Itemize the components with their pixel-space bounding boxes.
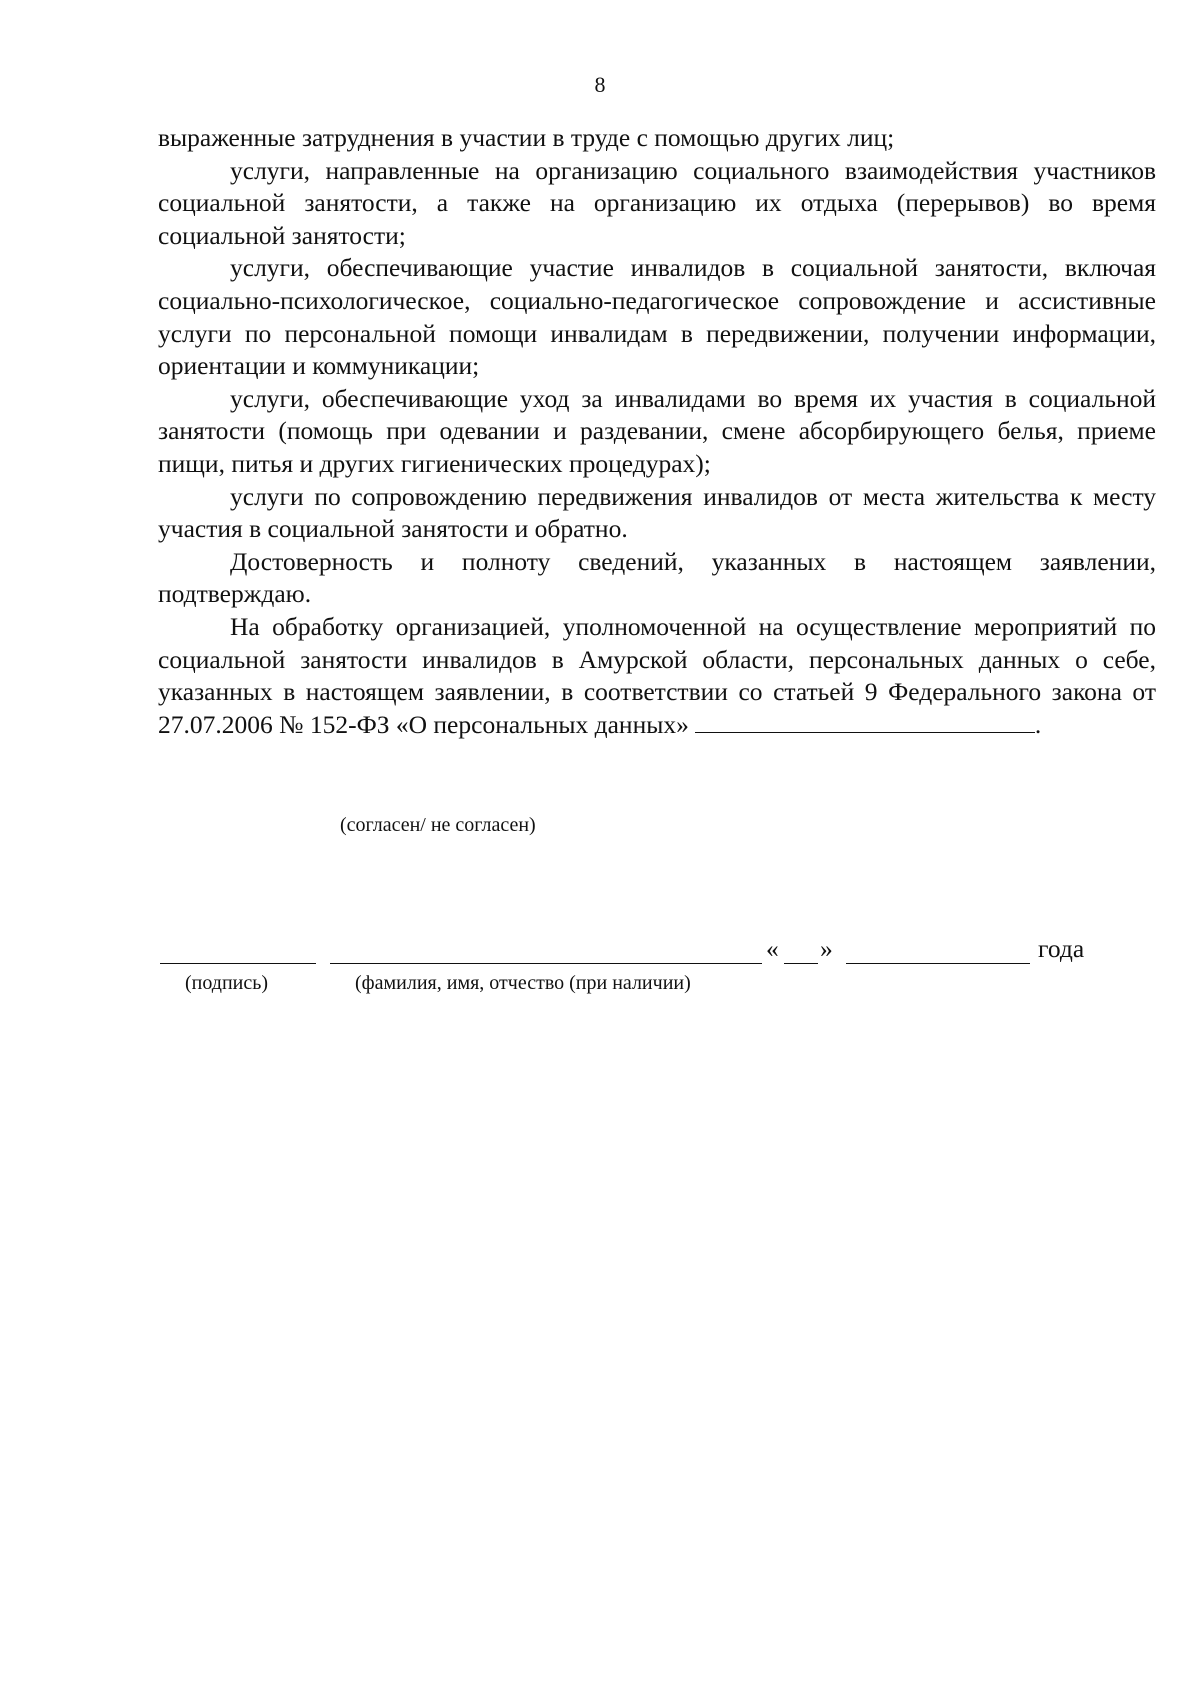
paragraph-personal-data-consent (158, 611, 1156, 741)
consent-period: . (1034, 709, 1042, 739)
year-word: года (1038, 934, 1085, 963)
paragraph-confirmation: Достоверность и полноту сведений, указанных в настоящем заявлении, подтверждаю. (158, 546, 1156, 609)
consent-caption: (согласен/ не согласен) (340, 814, 536, 836)
page-number: 8 (594, 72, 606, 97)
paragraph-care-services: услуги, обеспечивающие уход за инвалидами во время их участия в социальной занятости (помощь при одевании и раздевании, смене абсорбирующего белья, приеме пищи, питья и других гигиенических процедурах); (158, 383, 1156, 478)
consent-text: На обработку организацией, уполномоченной на осуществление мероприятий по социальной занятости инвалидов в Амурской области, персональных данных о себе, указанных в настоящем заявлении, в соответствии со статьей 9 Федерального закона от 27.07.2006 № 152-ФЗ «О персональных данных» (158, 611, 1156, 739)
date-quote-close: » (820, 934, 833, 963)
date-month-blank-field[interactable] (846, 962, 1030, 964)
paragraph-social-interaction: услуги, направленные на организацию социального взаимодействия участников социальной занятости, а также на организацию их отдыха (перерывов) во время социальной занятости; (158, 155, 1156, 250)
paragraph-continuation: выраженные затруднения в участии в труде с помощью других лиц; (158, 123, 895, 152)
document-body (158, 122, 1156, 741)
paragraph-transport-services: услуги по сопровождению передвижения инвалидов от места жительства к месту участия в социальной занятости и обратно. (158, 481, 1156, 544)
full-name-blank-field[interactable] (330, 962, 762, 964)
date-quote-open: « (766, 934, 779, 963)
signature-caption: (подпись) (185, 972, 269, 994)
consent-blank-field[interactable] (695, 710, 1035, 733)
signature-blank-field[interactable] (160, 962, 316, 964)
date-day-blank-field[interactable] (784, 962, 818, 964)
paragraph-participation-services: услуги, обеспечивающие участие инвалидов в социальной занятости, включая социально-психологическое, социально-педагогическое сопровождение и ассистивные услуги по персональной помощи инвалидам в передвижении, получении информации, ориентации и коммуникации; (158, 253, 1156, 381)
name-caption: (фамилия, имя, отчество (при наличии) (355, 972, 691, 994)
